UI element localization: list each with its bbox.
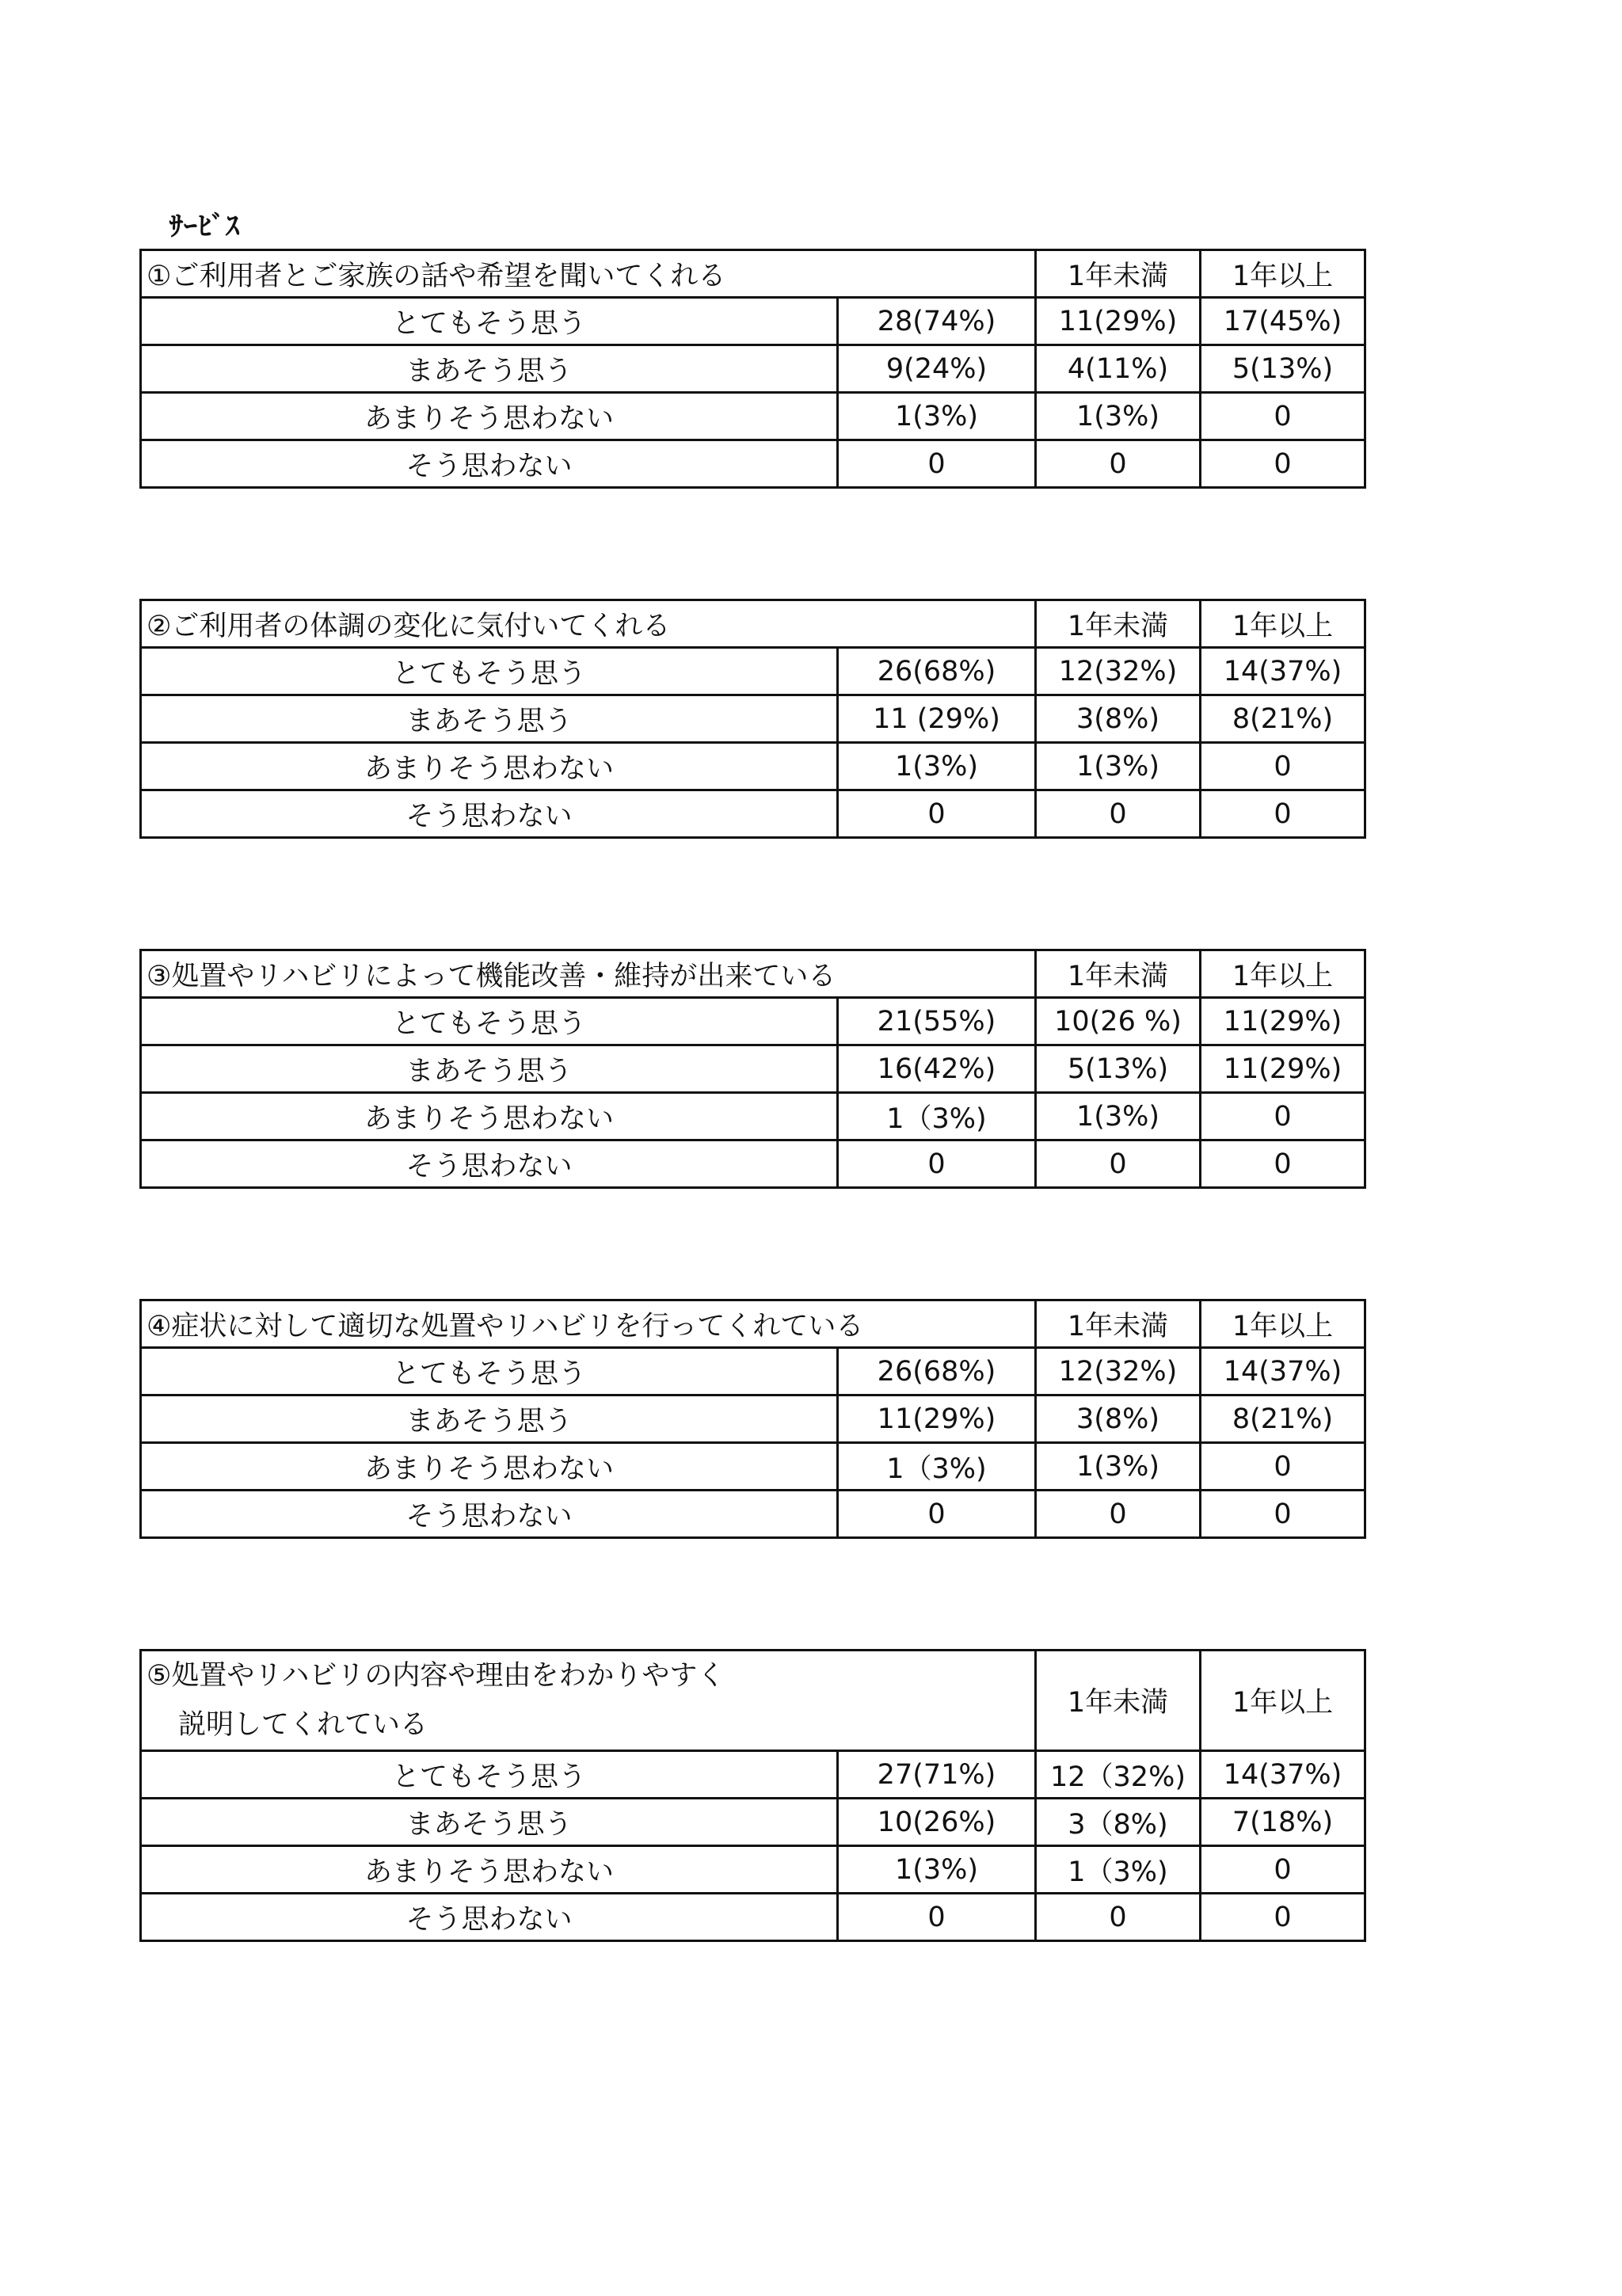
cell-over-1yr: 0	[1201, 440, 1365, 488]
cell-under-1yr: 0	[1036, 790, 1201, 838]
table-row	[141, 1846, 1365, 1894]
cell-total: 28(74%)	[838, 298, 1036, 345]
survey-table-4	[139, 1299, 1366, 1539]
header-over-1yr: 1年以上	[1201, 1300, 1365, 1348]
table-header-row	[141, 250, 1365, 298]
table-row	[141, 998, 1365, 1045]
cell-over-1yr: 0	[1201, 1093, 1365, 1140]
table-row	[141, 440, 1365, 488]
cell-under-1yr: 1(3%)	[1036, 1443, 1201, 1491]
cell-under-1yr: 3（8%)	[1036, 1799, 1201, 1846]
section-title: ｻｰﾋﾞｽ	[169, 211, 240, 242]
row-label: とてもそう思う	[141, 998, 838, 1045]
row-label: あまりそう思わない	[141, 393, 838, 440]
header-over-1yr: 1年以上	[1201, 950, 1365, 998]
cell-over-1yr: 11(29%)	[1201, 998, 1365, 1045]
table-row	[141, 648, 1365, 695]
table-row	[141, 1491, 1365, 1538]
row-label: あまりそう思わない	[141, 1443, 838, 1491]
survey-table-3	[139, 949, 1366, 1189]
question-title-line2: 説明してくれている	[178, 1709, 428, 1741]
question-title: ④症状に対して適切な処置やリハビリを行ってくれている	[141, 1300, 1036, 1348]
cell-over-1yr: 11(29%)	[1201, 1045, 1365, 1093]
cell-under-1yr: 0	[1036, 1894, 1201, 1941]
table-row	[141, 1045, 1365, 1093]
cell-under-1yr: 4(11%)	[1036, 345, 1201, 393]
cell-under-1yr: 12(32%)	[1036, 1348, 1201, 1395]
question-title-line1: ⑤処置やリハビリの内容や理由をわかりやすく	[147, 1660, 725, 1692]
row-label: とてもそう思う	[141, 1751, 838, 1799]
cell-under-1yr: 3(8%)	[1036, 1395, 1201, 1443]
cell-under-1yr: 0	[1036, 1140, 1201, 1188]
cell-over-1yr: 14(37%)	[1201, 648, 1365, 695]
cell-over-1yr: 0	[1201, 1491, 1365, 1538]
cell-total: 1(3%)	[838, 1846, 1036, 1894]
cell-total: 11(29%)	[838, 1395, 1036, 1443]
row-label: そう思わない	[141, 1894, 838, 1941]
question-title: ①ご利用者とご家族の話や希望を聞いてくれる	[141, 250, 1036, 298]
cell-total: 10(26%)	[838, 1799, 1036, 1846]
survey-table-2	[139, 599, 1366, 839]
row-label: とてもそう思う	[141, 298, 838, 345]
row-label: あまりそう思わない	[141, 1846, 838, 1894]
cell-total: 27(71%)	[838, 1751, 1036, 1799]
header-over-1yr: 1年以上	[1201, 600, 1365, 648]
cell-over-1yr: 17(45%)	[1201, 298, 1365, 345]
table-row	[141, 695, 1365, 743]
cell-total: 1（3%)	[838, 1093, 1036, 1140]
survey-table-1	[139, 249, 1366, 489]
cell-over-1yr: 5(13%)	[1201, 345, 1365, 393]
cell-total: 9(24%)	[838, 345, 1036, 393]
cell-total: 11 (29%)	[838, 695, 1036, 743]
table-header-row	[141, 600, 1365, 648]
cell-total: 26(68%)	[838, 648, 1036, 695]
row-label: まあそう思う	[141, 1045, 838, 1093]
table-row	[141, 1093, 1365, 1140]
row-label: とてもそう思う	[141, 648, 838, 695]
cell-total: 26(68%)	[838, 1348, 1036, 1395]
cell-under-1yr: 0	[1036, 1491, 1201, 1538]
cell-over-1yr: 0	[1201, 393, 1365, 440]
row-label: まあそう思う	[141, 1799, 838, 1846]
row-label: まあそう思う	[141, 1395, 838, 1443]
table-row	[141, 1395, 1365, 1443]
row-label: とてもそう思う	[141, 1348, 838, 1395]
question-title	[141, 1651, 1036, 1751]
table-row	[141, 1140, 1365, 1188]
header-under-1yr: 1年未満	[1036, 600, 1201, 648]
table-row	[141, 298, 1365, 345]
cell-over-1yr: 0	[1201, 1140, 1365, 1188]
header-under-1yr: 1年未満	[1036, 250, 1201, 298]
cell-under-1yr: 11(29%)	[1036, 298, 1201, 345]
cell-over-1yr: 8(21%)	[1201, 1395, 1365, 1443]
row-label: そう思わない	[141, 1491, 838, 1538]
row-label: あまりそう思わない	[141, 1093, 838, 1140]
survey-table-5	[139, 1649, 1366, 1942]
cell-under-1yr: 3(8%)	[1036, 695, 1201, 743]
header-over-1yr: 1年以上	[1201, 250, 1365, 298]
cell-under-1yr: 10(26 %)	[1036, 998, 1201, 1045]
header-under-1yr: 1年未満	[1036, 1651, 1201, 1751]
cell-over-1yr: 0	[1201, 790, 1365, 838]
question-title: ②ご利用者の体調の変化に気付いてくれる	[141, 600, 1036, 648]
table-row	[141, 1348, 1365, 1395]
table-row	[141, 345, 1365, 393]
cell-under-1yr: 1(3%)	[1036, 1093, 1201, 1140]
cell-total: 1（3%)	[838, 1443, 1036, 1491]
table-row	[141, 1799, 1365, 1846]
cell-under-1yr: 5(13%)	[1036, 1045, 1201, 1093]
table-row	[141, 393, 1365, 440]
row-label: あまりそう思わない	[141, 743, 838, 790]
table-header-row	[141, 950, 1365, 998]
cell-under-1yr: 1（3%)	[1036, 1846, 1201, 1894]
cell-under-1yr: 0	[1036, 440, 1201, 488]
cell-total: 0	[838, 440, 1036, 488]
row-label: まあそう思う	[141, 695, 838, 743]
table-row	[141, 1894, 1365, 1941]
cell-over-1yr: 8(21%)	[1201, 695, 1365, 743]
cell-total: 1(3%)	[838, 393, 1036, 440]
cell-total: 16(42%)	[838, 1045, 1036, 1093]
header-under-1yr: 1年未満	[1036, 950, 1201, 998]
cell-under-1yr: 1(3%)	[1036, 393, 1201, 440]
header-under-1yr: 1年未満	[1036, 1300, 1201, 1348]
row-label: そう思わない	[141, 790, 838, 838]
cell-total: 0	[838, 1491, 1036, 1538]
cell-over-1yr: 0	[1201, 1443, 1365, 1491]
table-header-row	[141, 1300, 1365, 1348]
cell-total: 1(3%)	[838, 743, 1036, 790]
cell-over-1yr: 0	[1201, 1894, 1365, 1941]
row-label: まあそう思う	[141, 345, 838, 393]
cell-under-1yr: 12(32%)	[1036, 648, 1201, 695]
cell-total: 0	[838, 790, 1036, 838]
row-label: そう思わない	[141, 440, 838, 488]
cell-total: 21(55%)	[838, 998, 1036, 1045]
table-row	[141, 1751, 1365, 1799]
table-row	[141, 743, 1365, 790]
question-title: ③処置やリハビリによって機能改善・維持が出来ている	[141, 950, 1036, 998]
cell-under-1yr: 1(3%)	[1036, 743, 1201, 790]
row-label: そう思わない	[141, 1140, 838, 1188]
table-header-row	[141, 1651, 1365, 1751]
table-row	[141, 1443, 1365, 1491]
cell-total: 0	[838, 1140, 1036, 1188]
cell-under-1yr: 12（32%)	[1036, 1751, 1201, 1799]
header-over-1yr: 1年以上	[1201, 1651, 1365, 1751]
cell-over-1yr: 0	[1201, 1846, 1365, 1894]
cell-over-1yr: 14(37%)	[1201, 1348, 1365, 1395]
table-row	[141, 790, 1365, 838]
cell-total: 0	[838, 1894, 1036, 1941]
cell-over-1yr: 7(18%)	[1201, 1799, 1365, 1846]
cell-over-1yr: 14(37%)	[1201, 1751, 1365, 1799]
cell-over-1yr: 0	[1201, 743, 1365, 790]
